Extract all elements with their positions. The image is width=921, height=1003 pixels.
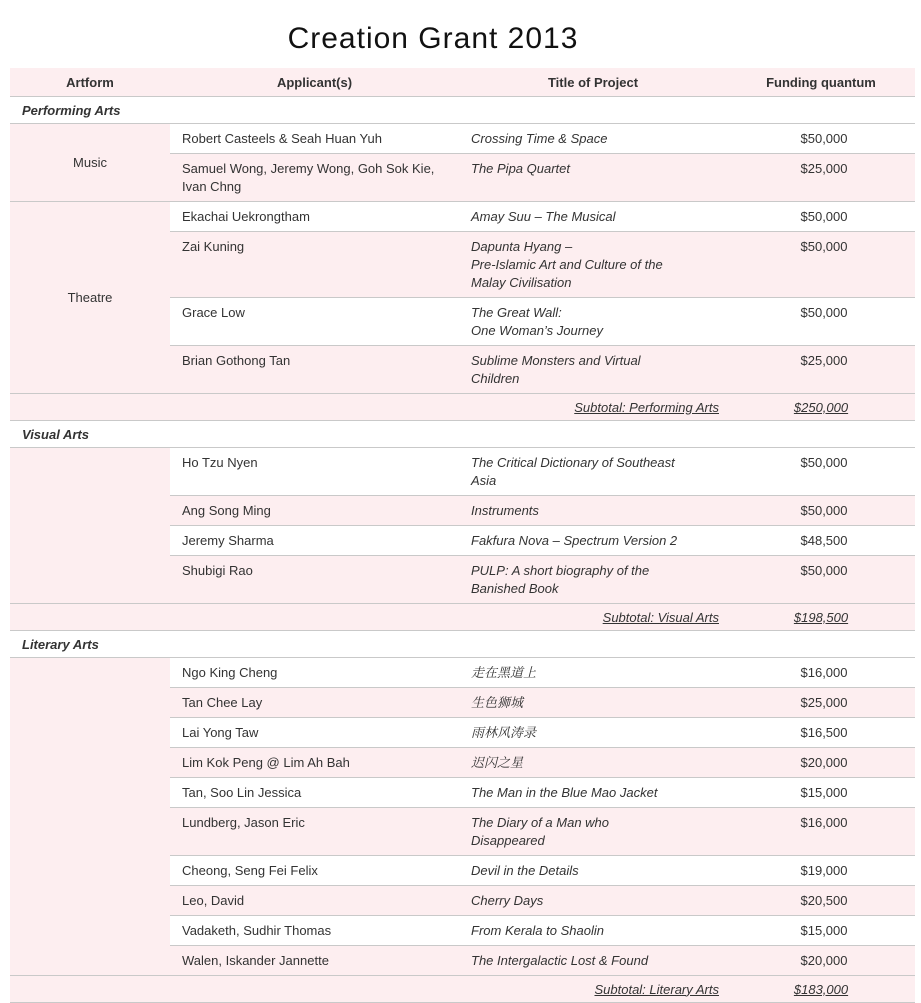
- applicant-cell: Jeremy Sharma: [170, 526, 459, 556]
- header-title: Title of Project: [459, 68, 727, 97]
- funding-cell: $50,000: [727, 298, 915, 346]
- project-title-cell: The Critical Dictionary of Southeast Asia: [459, 448, 727, 496]
- project-title-cell: The Diary of a Man who Disappeared: [459, 808, 727, 856]
- table-row: [10, 448, 915, 496]
- subtotal-row: [10, 394, 915, 421]
- funding-cell: $50,000: [727, 448, 915, 496]
- subtotal-label: Subtotal: Literary Arts: [459, 976, 727, 1003]
- funding-cell: $16,000: [727, 658, 915, 688]
- header-applicants: Applicant(s): [170, 68, 459, 97]
- funding-cell: $50,000: [727, 202, 915, 232]
- subtotal-amount: $183,000: [727, 976, 915, 1003]
- section-row: [10, 421, 915, 448]
- project-title-cell: Dapunta Hyang – Pre-Islamic Art and Culture of the Malay Civilisation: [459, 232, 727, 298]
- subtotal-row: [10, 976, 915, 1003]
- project-title-cell: 生色狮城: [459, 688, 727, 718]
- applicant-cell: Leo, David: [170, 886, 459, 916]
- applicant-cell: Walen, Iskander Jannette: [170, 946, 459, 976]
- funding-cell: $25,000: [727, 154, 915, 202]
- funding-cell: $20,000: [727, 748, 915, 778]
- project-title-cell: 雨林风涛录: [459, 718, 727, 748]
- applicant-cell: Tan, Soo Lin Jessica: [170, 778, 459, 808]
- applicant-cell: Tan Chee Lay: [170, 688, 459, 718]
- table-row: [10, 202, 915, 232]
- applicant-cell: Lai Yong Taw: [170, 718, 459, 748]
- funding-cell: $19,000: [727, 856, 915, 886]
- applicant-cell: Grace Low: [170, 298, 459, 346]
- section-row: [10, 97, 915, 124]
- table-row: [10, 658, 915, 688]
- subtotal-spacer: [10, 604, 459, 631]
- funding-cell: $50,000: [727, 124, 915, 154]
- section-heading: Performing Arts: [10, 97, 915, 124]
- funding-cell: $50,000: [727, 232, 915, 298]
- funding-cell: $20,000: [727, 946, 915, 976]
- subtotal-label: Subtotal: Visual Arts: [459, 604, 727, 631]
- applicant-cell: Ngo King Cheng: [170, 658, 459, 688]
- applicant-cell: Cheong, Seng Fei Felix: [170, 856, 459, 886]
- applicant-cell: Shubigi Rao: [170, 556, 459, 604]
- subtotal-label: Subtotal: Performing Arts: [459, 394, 727, 421]
- subtotal-spacer: [10, 976, 459, 1003]
- funding-cell: $20,500: [727, 886, 915, 916]
- applicant-cell: Samuel Wong, Jeremy Wong, Goh Sok Kie, Ivan Chng: [170, 154, 459, 202]
- section-heading: Literary Arts: [10, 631, 915, 658]
- page-title: Creation Grant 2013: [287, 22, 579, 55]
- funding-cell: $15,000: [727, 916, 915, 946]
- header-funding: Funding quantum: [727, 68, 915, 97]
- artform-cell: Theatre: [10, 202, 170, 394]
- section-heading: Visual Arts: [10, 421, 915, 448]
- header-row: [10, 68, 915, 97]
- funding-cell: $16,500: [727, 718, 915, 748]
- grant-table: [10, 68, 915, 1003]
- applicant-cell: Ekachai Uekrongtham: [170, 202, 459, 232]
- project-title-cell: 迟闪之星: [459, 748, 727, 778]
- applicant-cell: Vadaketh, Sudhir Thomas: [170, 916, 459, 946]
- funding-cell: $50,000: [727, 556, 915, 604]
- artform-cell: Music: [10, 124, 170, 202]
- project-title-cell: PULP: A short biography of the Banished Book: [459, 556, 727, 604]
- project-title-cell: The Great Wall: One Woman’s Journey: [459, 298, 727, 346]
- applicant-cell: Zai Kuning: [170, 232, 459, 298]
- applicant-cell: Lundberg, Jason Eric: [170, 808, 459, 856]
- applicant-cell: Lim Kok Peng @ Lim Ah Bah: [170, 748, 459, 778]
- header-artform: Artform: [10, 68, 170, 97]
- applicant-cell: Robert Casteels & Seah Huan Yuh: [170, 124, 459, 154]
- project-title-cell: Instruments: [459, 496, 727, 526]
- funding-cell: $16,000: [727, 808, 915, 856]
- project-title-cell: The Man in the Blue Mao Jacket: [459, 778, 727, 808]
- subtotal-spacer: [10, 394, 459, 421]
- project-title-cell: Amay Suu – The Musical: [459, 202, 727, 232]
- applicant-cell: Ang Song Ming: [170, 496, 459, 526]
- table-row: [10, 124, 915, 154]
- project-title-cell: Sublime Monsters and Virtual Children: [459, 346, 727, 394]
- project-title-cell: The Intergalactic Lost & Found: [459, 946, 727, 976]
- project-title-cell: Fakfura Nova – Spectrum Version 2: [459, 526, 727, 556]
- applicant-cell: Brian Gothong Tan: [170, 346, 459, 394]
- project-title-cell: From Kerala to Shaolin: [459, 916, 727, 946]
- artform-cell: [10, 658, 170, 976]
- subtotal-amount: $198,500: [727, 604, 915, 631]
- subtotal-row: [10, 604, 915, 631]
- section-row: [10, 631, 915, 658]
- project-title-cell: Cherry Days: [459, 886, 727, 916]
- project-title-cell: 走在黑道上: [459, 658, 727, 688]
- artform-cell: [10, 448, 170, 604]
- applicant-cell: Ho Tzu Nyen: [170, 448, 459, 496]
- funding-cell: $48,500: [727, 526, 915, 556]
- funding-cell: $25,000: [727, 346, 915, 394]
- subtotal-amount: $250,000: [727, 394, 915, 421]
- project-title-cell: The Pipa Quartet: [459, 154, 727, 202]
- funding-cell: $25,000: [727, 688, 915, 718]
- funding-cell: $50,000: [727, 496, 915, 526]
- funding-cell: $15,000: [727, 778, 915, 808]
- project-title-cell: Devil in the Details: [459, 856, 727, 886]
- project-title-cell: Crossing Time & Space: [459, 124, 727, 154]
